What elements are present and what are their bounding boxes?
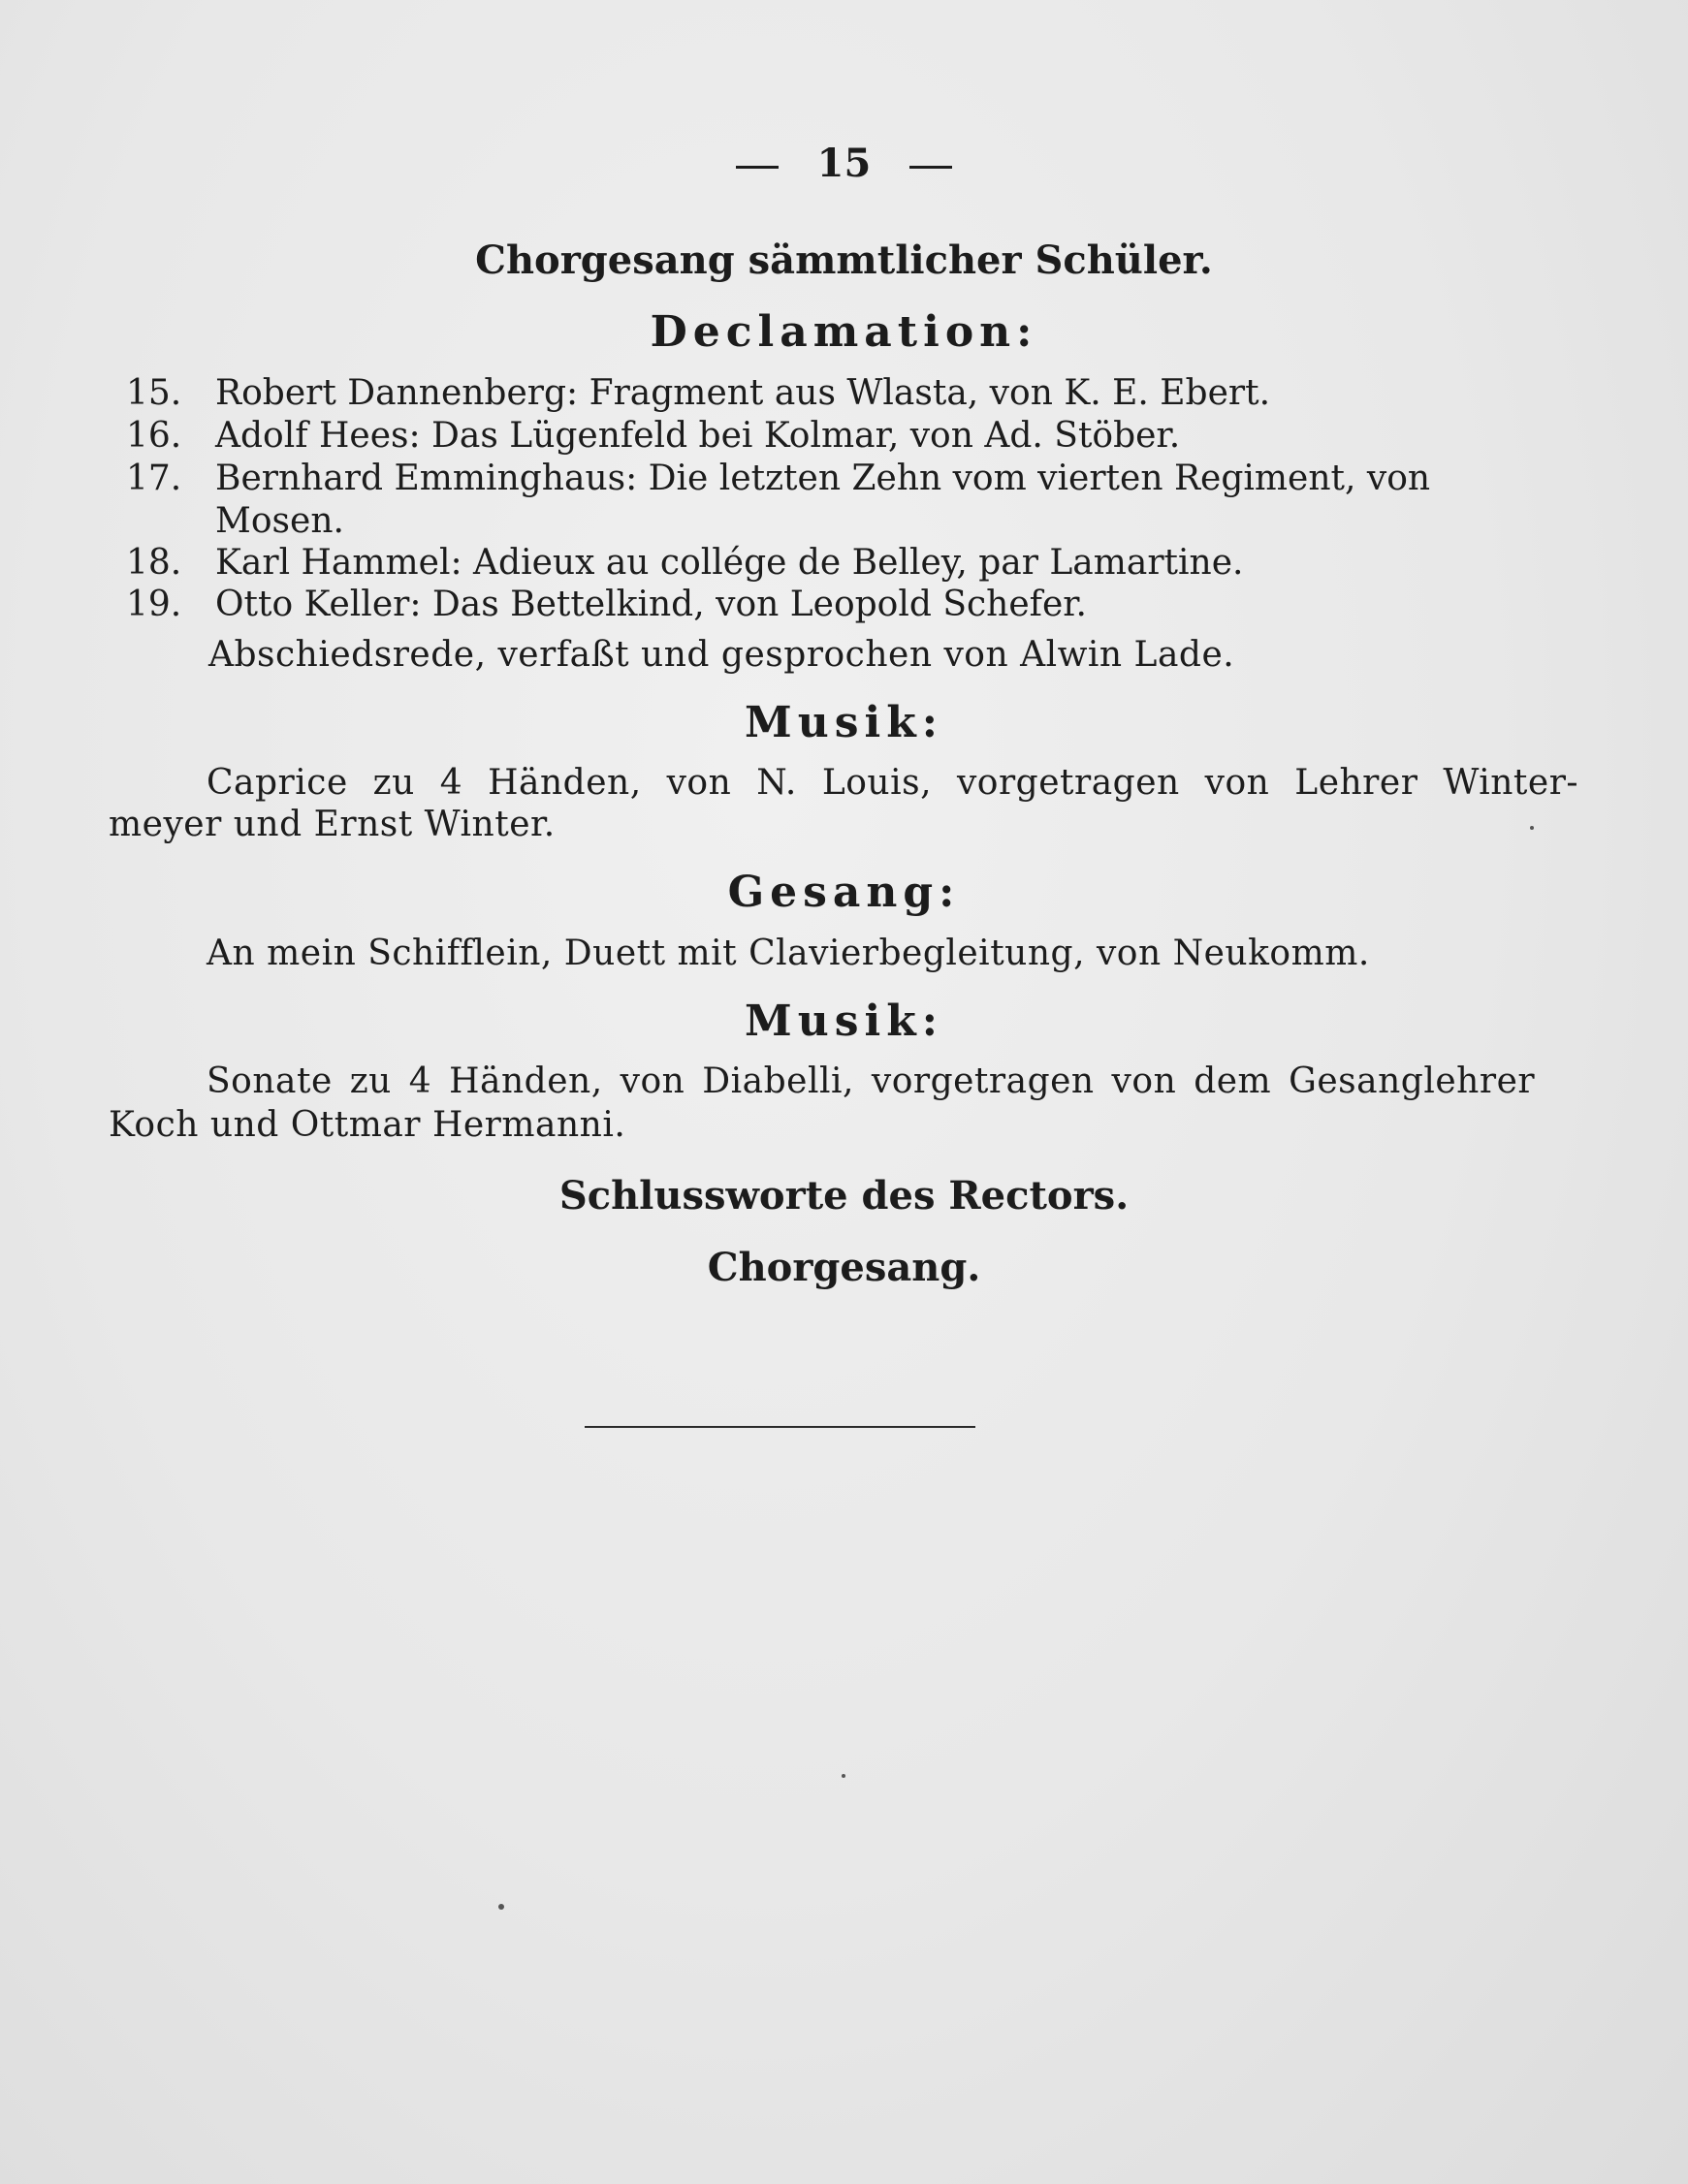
declamation-item: Adolf Hees: Das Lügenfeld bei Kolmar, von Ad. Stöber.: [215, 416, 1181, 456]
farewell-speech: Abschiedsrede, verfaßt und gesprochen von Alwin Lade.: [208, 635, 1235, 675]
musik1-line2: meyer und Ernst Winter.: [109, 805, 556, 844]
musik2-line1: Sonate zu 4 Händen, von Diabelli, vorgetragen von dem Gesanglehrer: [207, 1061, 1536, 1101]
declamation-item: Otto Keller: Das Bettelkind, von Leopold Schefer.: [215, 585, 1087, 624]
declamation-item: Karl Hammel: Adieux au collége de Belley, par Lamartine.: [215, 543, 1244, 583]
item-number: 18.: [126, 543, 182, 583]
item-number: 19.: [126, 585, 182, 624]
schlussworte: Schlussworte des Rectors.: [558, 1173, 1130, 1219]
page-number-text: 15: [816, 141, 872, 186]
paper-speck: [842, 1774, 845, 1778]
musik-heading-2: Musik:: [745, 997, 943, 1046]
chorgesang-end: Chorgesang.: [707, 1245, 981, 1290]
declamation-heading: Declamation:: [650, 307, 1038, 357]
paper-speck: [498, 1904, 504, 1910]
musik1-line1: Caprice zu 4 Händen, von N. Louis, vorgetragen von Lehrer Winter-: [207, 763, 1579, 803]
item-number: 16.: [126, 416, 182, 456]
paper-speck: [1530, 826, 1534, 830]
musik-heading-1: Musik:: [745, 698, 943, 747]
item-number: 15.: [126, 373, 182, 413]
gesang-heading: Gesang:: [727, 868, 961, 917]
dash-left: [736, 166, 779, 169]
item-number: 17.: [126, 459, 182, 498]
musik2-line2: Koch und Ottmar Hermanni.: [109, 1105, 626, 1145]
declamation-item-continued: Mosen.: [215, 501, 344, 541]
declamation-item: Bernhard Emminghaus: Die letzten Zehn vom vierten Regiment, von: [215, 459, 1431, 498]
page-number: [0, 141, 1688, 186]
gesang-line1: An mein Schifflein, Duett mit Clavierbegleitung, von Neukomm.: [207, 934, 1370, 973]
dash-right: [909, 166, 952, 169]
declamation-item: Robert Dannenberg: Fragment aus Wlasta, von K. E. Ebert.: [215, 373, 1271, 413]
closing-rule: [585, 1426, 975, 1428]
chorgesang-top: Chorgesang sämmtlicher Schüler.: [475, 237, 1213, 283]
